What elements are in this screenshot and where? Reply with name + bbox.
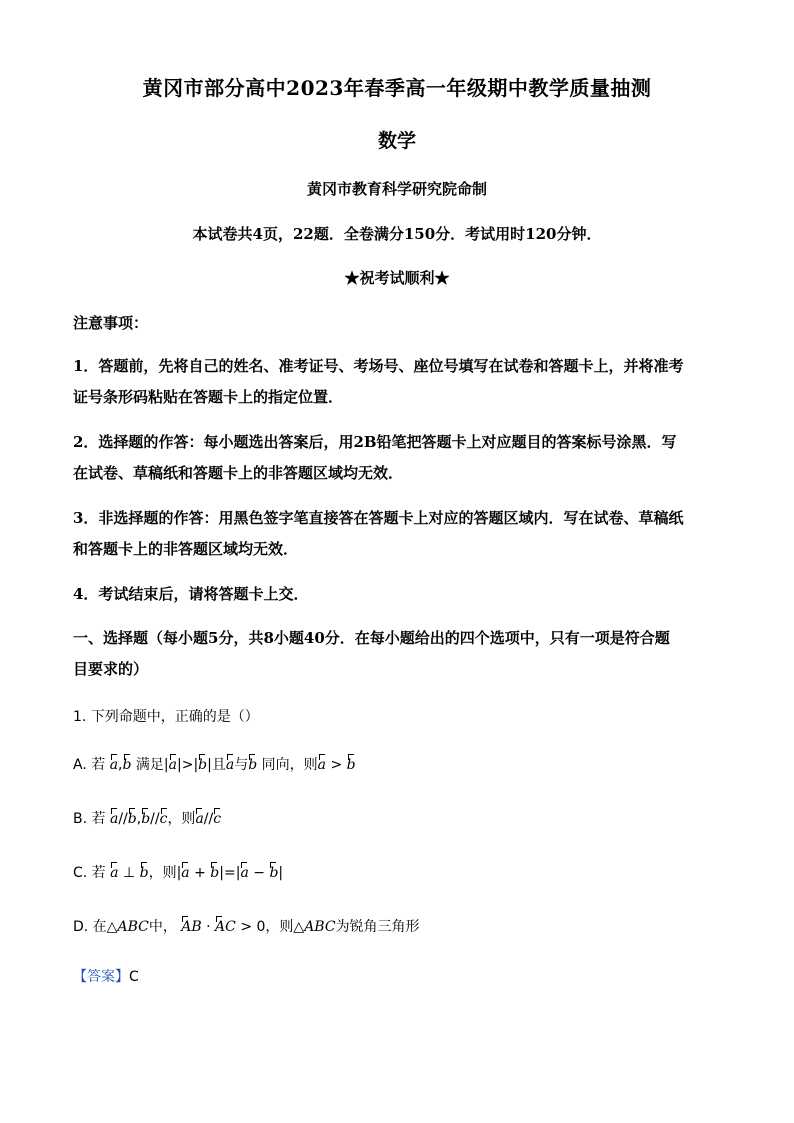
section-heading-line2: 目要求的） <box>73 660 149 678</box>
note-1-line2: 证号条形码粘贴在答题卡上的指定位置． <box>73 388 344 406</box>
vector-b: b <box>198 757 208 773</box>
exam-author: 黄冈市教育科学研究院命制 <box>306 180 487 198</box>
answer-line <box>73 966 139 986</box>
section-heading-line1: 一、选择题（每小题5分，共8小题40分．在每小题给出的四个选项中，只有一项是符合题 <box>73 629 670 647</box>
opt-c-text: + <box>194 865 206 881</box>
opt-b-text: // <box>203 811 214 827</box>
opt-a-text: > <box>330 757 343 773</box>
opt-d-text: D. 在△ <box>73 919 118 935</box>
opt-a-text: |且 <box>207 757 226 773</box>
vector-b: b <box>141 811 151 827</box>
vector-a: a <box>109 757 119 773</box>
opt-d-text: > 0，则△ <box>240 919 305 935</box>
vector-b: b <box>248 757 258 773</box>
note-4-line1: 4．考试结束后，请将答题卡上交． <box>73 585 309 603</box>
vector-a: a <box>168 757 177 773</box>
notes-heading: 注意事项： <box>73 314 149 332</box>
triangle-name: ABC <box>304 919 336 935</box>
opt-a-text: 与 <box>234 757 249 773</box>
vector-a: a <box>110 865 119 881</box>
exam-wish: ★祝考试顺利★ <box>344 269 450 287</box>
vector-a: a <box>240 865 249 881</box>
vector-b: b <box>139 865 149 881</box>
vector-ac: AC <box>215 919 236 935</box>
question-1-option-a: A. 若 a,b 满足|a|>|b|且a与b 同向，则a > b <box>73 757 356 773</box>
question-1-option-c <box>73 862 283 882</box>
vector-a: a <box>109 811 119 827</box>
opt-c-text: |=| <box>219 865 241 881</box>
note-3-line1: 3．非选择题的作答：用黑色签字笔直接答在答题卡上对应的答题区域内．写在试卷、草稿纸 <box>73 509 684 527</box>
vector-a: a <box>195 811 204 827</box>
vector-b: b <box>346 757 356 773</box>
exam-title: 黄冈市部分高中2023年春季高一年级期中教学质量抽测 <box>142 76 652 100</box>
question-1-stem: 1. 下列命题中，正确的是（） <box>73 709 259 725</box>
answer-label: 【答案】 <box>73 969 129 985</box>
note-3-line2: 和答题卡上的非答题区域均无效． <box>73 540 299 558</box>
note-1-line1: 1．答题前，先将自己的姓名、准考证号、考场号、座位号填写在试卷和答题卡上，并将准考 <box>73 357 684 375</box>
opt-b-text: // <box>150 811 160 827</box>
opt-c-text: ，则| <box>148 865 182 881</box>
vector-b: b <box>269 865 279 881</box>
note-2-line1: 2．选择题的作答：每小题选出答案后，用2B铅笔把答题卡上对应题目的答案标号涂黑．写 <box>73 433 677 451</box>
opt-b-text: , <box>136 811 142 827</box>
opt-b-text: B. 若 <box>73 811 106 827</box>
question-1-option-b <box>73 808 221 828</box>
exam-subject: 数学 <box>377 130 416 152</box>
opt-d-text: · <box>206 919 211 935</box>
vector-ab: AB <box>181 919 202 935</box>
answer-value: C <box>129 969 139 985</box>
opt-b-text: ，则 <box>167 811 196 827</box>
note-2-line2: 在试卷、草稿纸和答题卡上的非答题区域均无效． <box>73 464 404 482</box>
triangle-name: ABC <box>117 919 149 935</box>
vector-a: a <box>181 865 190 881</box>
opt-a-text: |>| <box>177 757 199 773</box>
vector-a: a <box>225 757 235 773</box>
opt-a-text: A. 若 <box>73 757 106 773</box>
opt-c-text: − <box>253 865 265 881</box>
opt-a-text: 满足| <box>135 757 169 773</box>
opt-d-text: 中， <box>148 919 177 935</box>
vector-b: b <box>122 757 132 773</box>
opt-b-text: // <box>118 811 128 827</box>
vector-c: c <box>213 811 222 827</box>
question-1-option-d <box>73 916 420 936</box>
vector-b: b <box>127 811 137 827</box>
opt-a-text: 同向，则 <box>261 757 318 773</box>
opt-c-text: ⊥ <box>122 865 136 881</box>
vector-c: c <box>159 811 168 827</box>
vector-b: b <box>210 865 220 881</box>
opt-c-text: | <box>278 865 284 881</box>
vector-a: a <box>317 757 326 773</box>
opt-c-text: C. 若 <box>73 865 106 881</box>
exam-info: 本试卷共4页，22题．全卷满分150分．考试用时120分钟． <box>192 225 602 243</box>
opt-d-text: 为锐角三角形 <box>335 919 420 935</box>
